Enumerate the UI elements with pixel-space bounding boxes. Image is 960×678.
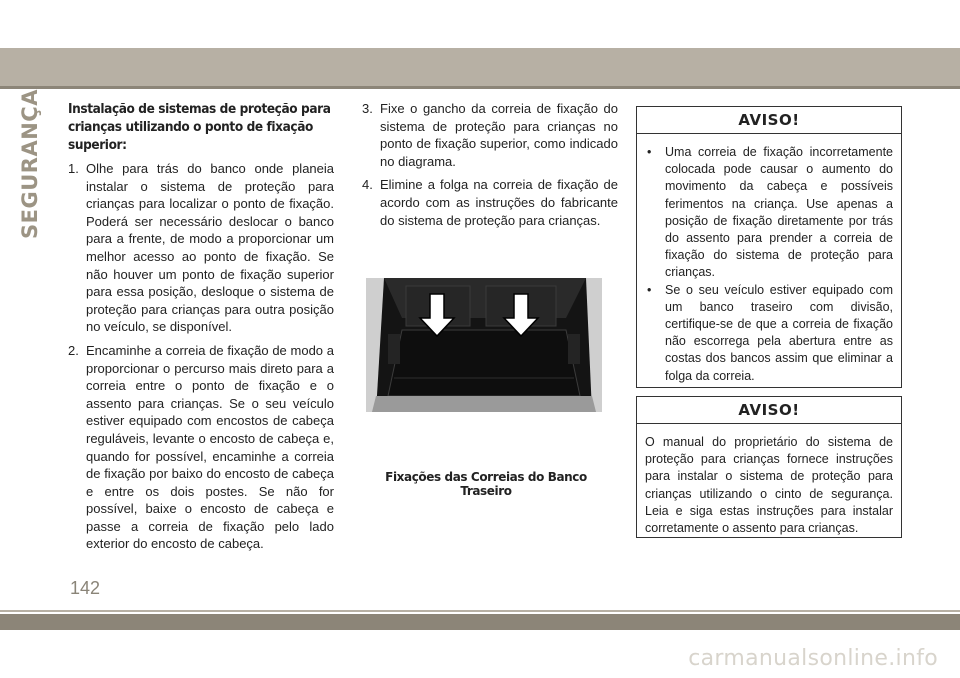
warning-bullet-text: Se o seu veículo estiver equipado com um banco traseiro com divisão, certifique-se de que a correia de fixação não escorrega pela abertura entre as costas dos bancos assim que eliminar a folga da correia. xyxy=(665,282,893,383)
footer-band xyxy=(0,614,960,630)
step-item xyxy=(362,176,618,229)
cargo-area-photo xyxy=(366,278,602,412)
step-item xyxy=(68,342,334,553)
column-2 xyxy=(362,100,618,235)
section-label: SEGURANÇA xyxy=(18,89,43,239)
warning-text: O manual do proprietário do sistema de proteção para crianças fornece instruções para instalar o sistema de proteção para crianças utilizando o cinto de segurança. Leia e siga estas instruções para instalar corretamente o assento para crianças. xyxy=(645,435,893,536)
figure-caption: Fixações das Correias do Banco Traseiro xyxy=(385,470,587,498)
warning-bullet-text: Uma correia de fixação incorretamente colocada pode causar o aumento do movimento da cabeça e possíveis ferimentos na criança. Use apenas a posição de fixação diretamente por trás do assento para prender a correia de fixação do sistema de proteção para crianças. xyxy=(665,145,893,280)
footer-rule xyxy=(0,610,960,612)
header-rule xyxy=(0,86,960,89)
step-text: Fixe o gancho da correia de fixação do sistema de proteção para crianças no ponto de fixação superior, como indicado no diagrama. xyxy=(380,101,618,169)
steps-list-1 xyxy=(68,160,334,553)
step-number: 1. xyxy=(68,161,79,176)
page-number: 142 xyxy=(70,578,101,598)
step-text: Encaminhe a correia de fixação de modo a proporcionar o percurso mais direto para a correia entre o ponto de fixação e o assento para crianças. Se o seu veículo estiver equipado com encostos de cabeça reguláveis, levante o encosto de cabeça e, quando for possível, encaminhe a correia de fixação por baixo do encosto de cabeça e entre os dois postes. Se não for possível, baixe o encosto de cabeça e passe a correia de fixação pelo lado exterior do encosto de cabeça. xyxy=(86,342,334,552)
warning-bullet xyxy=(645,282,893,385)
subsection-heading: Instalação de sistemas de proteção para crianças utilizando o ponto de fixação superior: xyxy=(68,101,331,153)
bullet-icon: • xyxy=(647,282,652,297)
step-text: Elimine a folga na correia de fixação de acordo com as instruções do fabricante do sistema de proteção para crianças. xyxy=(380,177,618,228)
steps-list-2 xyxy=(362,100,618,229)
warning-title: AVISO! xyxy=(637,397,901,424)
step-number: 4. xyxy=(362,177,373,193)
warning-bullet xyxy=(645,144,893,282)
cargo-area-illustration xyxy=(366,278,602,412)
section-tab xyxy=(18,89,43,239)
warning-bullets xyxy=(645,144,893,385)
warning-box-1 xyxy=(636,106,902,388)
step-number: 3. xyxy=(362,101,373,116)
step-item xyxy=(362,100,618,170)
bullet-icon: • xyxy=(647,145,652,159)
header-band xyxy=(0,48,960,86)
step-item xyxy=(68,160,334,336)
column-1 xyxy=(68,100,334,559)
warning-title: AVISO! xyxy=(637,107,901,134)
step-text: Olhe para trás do banco onde planeia instalar o sistema de proteção para crianças para localizar o ponto de fixação. Poderá ser necessário deslocar o banco para a frente, de modo a proporcionar um melhor acesso ao ponto de fixação. Se não houver um ponto de fixação superior para essa posição, desloque o sistema de proteção para crianças para outra posição no veículo, se disponível. xyxy=(86,161,334,335)
footer-watermark: carmanualsonline.info xyxy=(688,646,938,671)
warning-box-2 xyxy=(636,396,902,538)
step-number: 2. xyxy=(68,342,79,358)
